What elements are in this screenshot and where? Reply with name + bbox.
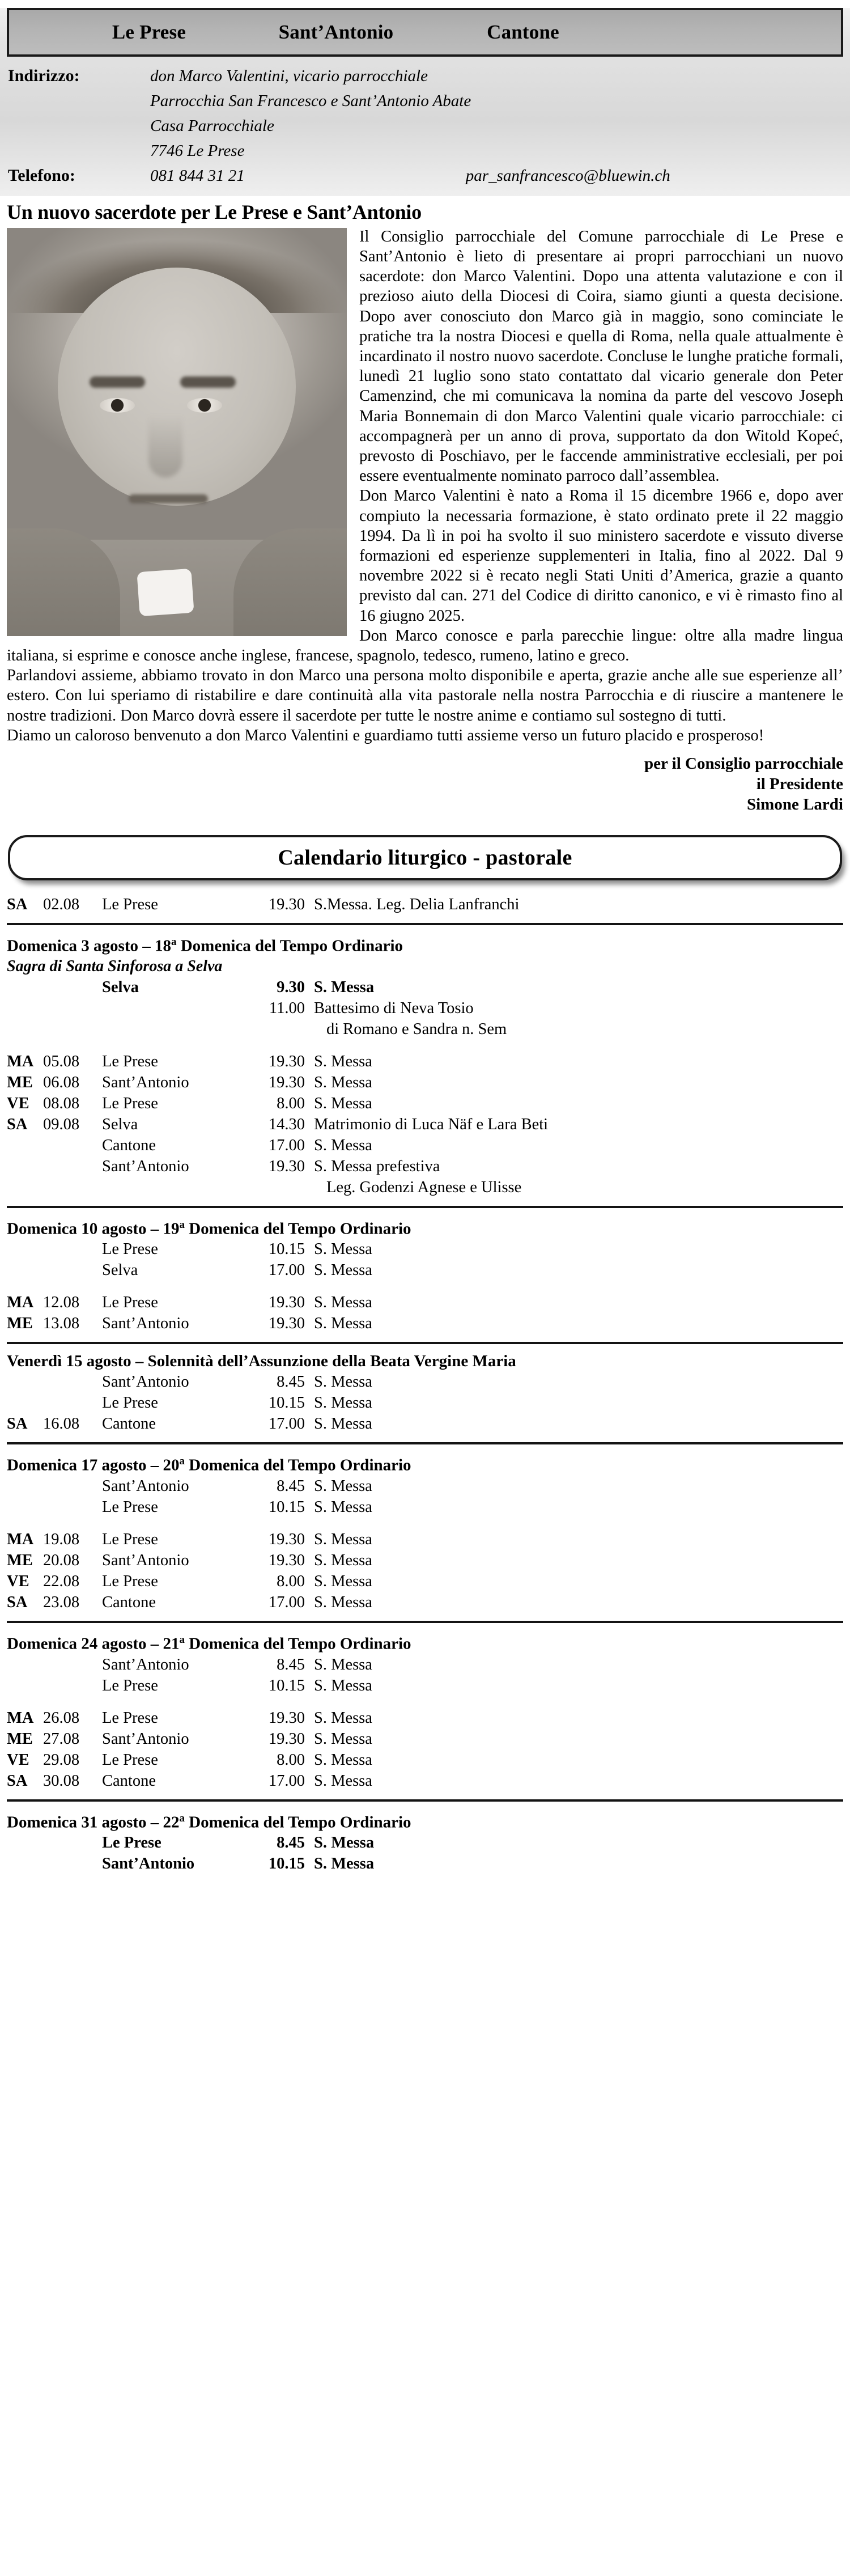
- calendar-row: [7, 1114, 843, 1135]
- calendar-block-title: Domenica 3 agosto – 18$^a$ Domenica del Tempo Ordinario: [7, 936, 403, 955]
- calendar-block-title: Domenica 10 agosto – 19$^a$ Domenica del Tempo Ordinario: [7, 1218, 411, 1238]
- calendar-weekday: [7, 1476, 43, 1497]
- calendar-description: S.Messa. Leg. Delia Lanfranchi: [314, 896, 520, 914]
- calendar-date: 30.08: [43, 1772, 80, 1790]
- article: [0, 196, 850, 815]
- calendar-description: S. Messa: [314, 1594, 372, 1612]
- calendar-location: Sant’Antonio: [102, 1073, 189, 1091]
- calendar-weekday: MA: [7, 1294, 34, 1312]
- calendar-time: 10.15: [268, 1855, 305, 1873]
- calendar-location: Le Prese: [102, 896, 158, 914]
- calendar-weekday: VE: [7, 1094, 29, 1112]
- calendar-date: [43, 1371, 102, 1392]
- calendar-weekday: SA: [7, 1772, 28, 1790]
- calendar-row-spacer: [7, 1040, 843, 1051]
- calendar-block-title: Domenica 31 agosto – 22$^a$ Domenica del Tempo Ordinario: [7, 1812, 411, 1832]
- address-label-spacer: [0, 113, 150, 138]
- village-name-santantonio: Sant’Antonio: [278, 21, 394, 43]
- article-paragraph: Don Marco Valentini è nato a Roma il 15 dicembre 1966 e, dopo aver compiuto la necessaria formazione, è stato ordinato prete il 22 maggio 1994. Da lì in poi ha svolto il suo ministero sacerdote e vissuto diverse formazioni ed esperienze supplementeri in Italia, fino al 2022. Dal 9 novembre 2022 si è recato negli Stati Uniti d’America, grazie a quanto previsto dal can. 271 del Codice di diritto canonico, e vi è rimasto fino al 16 giugno 2025.: [359, 487, 843, 625]
- calendar-row: [7, 1749, 843, 1770]
- calendar-time: 10.15: [268, 1240, 305, 1259]
- calendar-row: [7, 1476, 843, 1497]
- calendar-time: 19.30: [268, 1552, 305, 1570]
- calendar-description: Matrimonio di Luca Näf e Lara Beti: [314, 1115, 549, 1133]
- calendar-location: Selva: [102, 1115, 138, 1133]
- address-row-4: [0, 138, 850, 163]
- calendar-description: S. Messa prefestiva: [314, 1157, 440, 1175]
- calendar-location: Cantone: [102, 1594, 156, 1612]
- calendar-location: [102, 998, 241, 1019]
- calendar-description: S. Messa: [314, 1834, 375, 1852]
- calendar-weekday: SA: [7, 896, 28, 914]
- calendar-divider: [7, 1442, 843, 1444]
- calendar-time: 11.00: [269, 999, 305, 1017]
- ordinal-suffix: a: [179, 1634, 185, 1646]
- calendar-time: 19.30: [268, 1730, 305, 1748]
- calendar-weekday: ME: [7, 1315, 33, 1333]
- calendar-description: S. Messa: [314, 1294, 372, 1312]
- address-line-2: Parrocchia San Francesco e Sant’Antonio Abate: [150, 92, 471, 110]
- village-name-le-prese: Le Prese: [112, 21, 186, 43]
- calendar-date: 29.08: [43, 1751, 80, 1769]
- calendar-banner-wrap: [8, 835, 842, 880]
- calendar-location: Le Prese: [102, 1573, 158, 1591]
- calendar-row-spacer: [7, 1518, 843, 1529]
- calendar-date: 27.08: [43, 1730, 80, 1748]
- calendar-weekday: ME: [7, 1552, 33, 1570]
- calendar-description: S. Messa: [314, 1261, 372, 1279]
- calendar-description: S. Messa: [314, 1073, 372, 1091]
- photo-eyebrow-right: [180, 376, 236, 388]
- calendar-date: 22.08: [43, 1573, 80, 1591]
- calendar-weekday: VE: [7, 1751, 29, 1769]
- calendar-block: [7, 1215, 843, 1334]
- calendar-description: S. Messa: [314, 1498, 372, 1516]
- calendar-description: S. Messa: [314, 1315, 372, 1333]
- calendar-date: 09.08: [43, 1115, 80, 1133]
- calendar-row: [7, 977, 843, 998]
- calendar-location: Selva: [102, 978, 139, 996]
- calendar-row: [7, 1675, 843, 1696]
- calendar-row: [7, 1135, 843, 1156]
- calendar-row: [7, 1051, 843, 1072]
- calendar-weekday: [7, 1853, 43, 1874]
- address-label-spacer: [0, 138, 150, 163]
- calendar-weekday: [7, 1156, 43, 1177]
- calendar-divider: [7, 1342, 843, 1344]
- photo-eye-right: [187, 398, 222, 413]
- calendar-row: [7, 1571, 843, 1592]
- calendar-time: 19.30: [268, 1709, 305, 1727]
- phone-value: 081 844 31 21: [150, 167, 245, 185]
- calendar-row: [7, 998, 843, 1019]
- calendar-weekday: [7, 1177, 43, 1198]
- address-label: Indirizzo:: [8, 66, 80, 85]
- calendar-date: 16.08: [43, 1415, 80, 1433]
- calendar-description: S. Messa: [314, 1855, 375, 1873]
- calendar-location: Le Prese: [102, 1294, 158, 1312]
- calendar-banner-title: Calendario liturgico - pastorale: [278, 846, 572, 870]
- calendar-location: Le Prese: [102, 1498, 158, 1516]
- calendar-row: [7, 1529, 843, 1550]
- calendar-row: [7, 1313, 843, 1334]
- calendar-date: 13.08: [43, 1315, 80, 1333]
- calendar-location: Le Prese: [102, 1834, 162, 1852]
- calendar-date: 02.08: [43, 896, 80, 914]
- photo-nose: [148, 415, 182, 477]
- calendar-date: 20.08: [43, 1552, 80, 1570]
- address-row-2: [0, 88, 850, 113]
- calendar-date: [43, 1135, 102, 1156]
- calendar-date: 23.08: [43, 1594, 80, 1612]
- village-names-bar: [7, 8, 843, 57]
- calendar-weekday: MA: [7, 1531, 34, 1549]
- calendar-location: [102, 1177, 241, 1198]
- calendar-location: Sant’Antonio: [102, 1552, 189, 1570]
- calendar-weekday: ME: [7, 1730, 33, 1748]
- calendar-time: 8.45: [277, 1655, 305, 1673]
- calendar-weekday: ME: [7, 1073, 33, 1091]
- calendar-description: S. Messa: [314, 978, 375, 996]
- phone-row: [0, 163, 850, 188]
- calendar-location: Cantone: [102, 1136, 156, 1154]
- calendar-description: S. Messa: [314, 1730, 372, 1748]
- calendar-location: Sant’Antonio: [102, 1655, 189, 1673]
- address-label-spacer: [0, 88, 150, 113]
- calendar-date: [43, 977, 102, 998]
- calendar-row: [7, 1592, 843, 1613]
- calendar-weekday: [7, 1832, 43, 1853]
- calendar-weekday: [7, 1654, 43, 1675]
- calendar-time: 19.30: [268, 1315, 305, 1333]
- calendar-weekday: MA: [7, 1052, 34, 1070]
- calendar-time: 19.30: [268, 896, 305, 914]
- ordinal-suffix: a: [171, 936, 177, 948]
- calendar-row: [7, 1770, 843, 1791]
- calendar-divider: [7, 923, 843, 925]
- calendar-row: [7, 1156, 843, 1177]
- calendar-description: S. Messa: [314, 1676, 372, 1694]
- calendar-block: [7, 1451, 843, 1613]
- signoff-line: Simone Lardi: [747, 795, 843, 814]
- calendar-row: [7, 1260, 843, 1281]
- calendar-row: [7, 1177, 843, 1198]
- calendar-location: Sant’Antonio: [102, 1730, 189, 1748]
- calendar-location: Sant’Antonio: [102, 1157, 189, 1175]
- photo-clerical-collar: [137, 569, 194, 617]
- calendar-row: [7, 1371, 843, 1392]
- calendar-description: S. Messa: [314, 1573, 372, 1591]
- calendar-location: Le Prese: [102, 1709, 158, 1727]
- calendar-time: [241, 1177, 314, 1198]
- calendar-description: Leg. Godenzi Agnese e Ulisse: [326, 1178, 522, 1196]
- calendar-divider: [7, 1206, 843, 1208]
- calendar-block-subtitle: Sagra di Santa Sinforosa a Selva: [7, 957, 223, 975]
- calendar-weekday: [7, 1392, 43, 1413]
- photo-mouth: [129, 494, 208, 503]
- article-paragraph: Diamo un caloroso benvenuto a don Marco Valentini e guardiamo tutti assieme verso un futuro placido e prosperoso!: [7, 726, 764, 744]
- calendar-row: [7, 1093, 843, 1114]
- calendar-description: S. Messa: [314, 1655, 372, 1673]
- calendar-date: [43, 1260, 102, 1281]
- calendar-time: 9.30: [277, 978, 305, 996]
- ordinal-suffix: a: [179, 1812, 185, 1824]
- calendar-divider: [7, 1621, 843, 1623]
- calendar-description: S. Messa: [314, 1136, 372, 1154]
- calendar-time: 14.30: [268, 1115, 305, 1133]
- calendar-location: Sant’Antonio: [102, 1315, 189, 1333]
- calendar-description: S. Messa: [314, 1531, 372, 1549]
- calendar-row: [7, 1239, 843, 1260]
- calendar-block: [7, 1351, 843, 1434]
- calendar-time: 8.45: [277, 1373, 305, 1391]
- ordinal-suffix: a: [179, 1455, 185, 1468]
- calendar-banner: [8, 835, 842, 880]
- calendar-block-title: Domenica 17 agosto – 20$^a$ Domenica del Tempo Ordinario: [7, 1455, 411, 1475]
- calendar-date: 19.08: [43, 1531, 80, 1549]
- calendar-time: 10.15: [268, 1498, 305, 1516]
- calendar-location: Le Prese: [102, 1052, 158, 1070]
- calendar-date: 06.08: [43, 1073, 80, 1091]
- calendar-description: S. Messa: [314, 1772, 372, 1790]
- calendar-date: [43, 998, 102, 1019]
- calendar-weekday: [7, 1675, 43, 1696]
- calendar-time: 17.00: [268, 1772, 305, 1790]
- signoff-line: per il Consiglio parrocchiale: [644, 755, 843, 773]
- calendar-time: 8.45: [277, 1477, 305, 1495]
- calendar-block: [7, 1630, 843, 1791]
- calendar-weekday: [7, 1135, 43, 1156]
- calendar-row: [7, 1019, 843, 1040]
- calendar-block: [7, 1808, 843, 1875]
- calendar-time: 10.15: [268, 1394, 305, 1412]
- calendar-date: [43, 1654, 102, 1675]
- calendar-location: Le Prese: [102, 1676, 158, 1694]
- calendar-date: [43, 1239, 102, 1260]
- calendar-weekday: VE: [7, 1573, 29, 1591]
- article-paragraph: Il Consiglio parrocchiale del Comune parrocchiale di Le Prese e Sant’Antonio è lieto di presentare ai propri parrocchiani un nuovo sacerdote: don Marco Valentini. Dopo una attenta valutazione e con il prezioso aiuto della Diocesi di Coira, siamo giunti a questa decisione. Dopo aver conosciuto don Marco già in maggio, sono cominciate le pratiche tra la nostra Diocesi e quella di Roma, nella quale attualmente è incardinato il nostro nuovo sacerdote. Concluse le lunghe pratiche formali, lunedì 21 luglio sono stato contattato dal vicario generale don Peter Camenzind, che mi comunicava la nomina da parte del vescovo Joseph Maria Bonnemain di don Marco Valentini quale vicario parrocchiale: ci accompagnerà per un anno di prova, supportato da don Witold Kopeć, prevosto di Poschiavo, per le faccende amministrative ecclesiali, per poi essere eventualmente nominato parroco dall’assemblea.: [359, 227, 843, 485]
- calendar-time: 19.30: [268, 1073, 305, 1091]
- calendar-location: Le Prese: [102, 1094, 158, 1112]
- photo-eyebrow-left: [90, 376, 145, 388]
- calendar-location: Cantone: [102, 1772, 156, 1790]
- calendar-time: 8.00: [277, 1751, 305, 1769]
- calendar-list: [0, 894, 850, 1874]
- calendar-time: 17.00: [268, 1261, 305, 1279]
- calendar-weekday: [7, 1497, 43, 1518]
- calendar-block: [7, 932, 843, 1198]
- calendar-location: Le Prese: [102, 1751, 158, 1769]
- article-headline: Un nuovo sacerdote per Le Prese e Sant’Antonio: [7, 201, 422, 223]
- calendar-row: [7, 1832, 843, 1853]
- calendar-description: S. Messa: [314, 1477, 372, 1495]
- address-line-4: 7746 Le Prese: [150, 142, 245, 160]
- calendar-location: Le Prese: [102, 1240, 158, 1259]
- calendar-time: 19.30: [268, 1531, 305, 1549]
- calendar-location: Selva: [102, 1261, 138, 1279]
- calendar-weekday: [7, 977, 43, 998]
- calendar-row: [7, 1853, 843, 1874]
- calendar-location: [102, 1019, 241, 1040]
- calendar-time: [241, 1019, 314, 1040]
- calendar-block-title: Domenica 24 agosto – 21$^a$ Domenica del Tempo Ordinario: [7, 1634, 411, 1653]
- ordinal-suffix: a: [179, 1218, 185, 1231]
- header-band: [0, 8, 850, 196]
- calendar-date: 26.08: [43, 1709, 80, 1727]
- address-line-1: don Marco Valentini, vicario parrocchiale: [150, 67, 428, 85]
- calendar-row: [7, 1708, 843, 1728]
- village-name-cantone: Cantone: [487, 21, 559, 43]
- calendar-date: [43, 1177, 102, 1198]
- calendar-date: [43, 1832, 102, 1853]
- calendar-date: 05.08: [43, 1052, 80, 1070]
- calendar-date: [43, 1156, 102, 1177]
- calendar-description: S. Messa: [314, 1552, 372, 1570]
- calendar-row: [7, 1413, 843, 1434]
- calendar-location: Le Prese: [102, 1531, 158, 1549]
- calendar-date: [43, 1476, 102, 1497]
- calendar-weekday: SA: [7, 1594, 28, 1612]
- calendar-time: 19.30: [268, 1157, 305, 1175]
- calendar-date: 08.08: [43, 1094, 80, 1112]
- phone-label: Telefono:: [8, 166, 75, 185]
- calendar-date: [43, 1019, 102, 1040]
- calendar-location: Sant’Antonio: [102, 1855, 195, 1873]
- calendar-row: [7, 894, 843, 915]
- calendar-weekday: [7, 1019, 43, 1040]
- calendar-date: [43, 1392, 102, 1413]
- parish-bulletin-page: [0, 8, 850, 2576]
- calendar-block: [7, 894, 843, 915]
- address-line-3: Casa Parrocchiale: [150, 117, 274, 135]
- calendar-row: [7, 1654, 843, 1675]
- priest-portrait-photo: [7, 228, 347, 636]
- calendar-description: Battesimo di Neva Tosio: [314, 999, 474, 1017]
- calendar-description: S. Messa: [314, 1094, 372, 1112]
- calendar-row: [7, 1392, 843, 1413]
- calendar-description: S. Messa: [314, 1373, 372, 1391]
- calendar-divider: [7, 1799, 843, 1802]
- calendar-weekday: SA: [7, 1415, 28, 1433]
- calendar-row-spacer: [7, 1281, 843, 1292]
- calendar-weekday: [7, 1260, 43, 1281]
- calendar-row: [7, 1292, 843, 1313]
- calendar-date: [43, 1497, 102, 1518]
- calendar-row: [7, 1550, 843, 1571]
- article-paragraph: Don Marco conosce e parla parecchie lingue: oltre alla madre lingua italiana, si esprime e conosce anche inglese, francese, spagnolo, tedesco, rumeno, latino e greco.: [7, 626, 843, 665]
- calendar-description: S. Messa: [314, 1240, 372, 1259]
- calendar-time: 17.00: [268, 1594, 305, 1612]
- address-row-3: [0, 113, 850, 138]
- calendar-time: 17.00: [268, 1415, 305, 1433]
- calendar-weekday: SA: [7, 1115, 28, 1133]
- calendar-location: Sant’Antonio: [102, 1477, 189, 1495]
- calendar-time: 8.45: [277, 1834, 305, 1852]
- calendar-date: [43, 1675, 102, 1696]
- calendar-time: 10.15: [268, 1676, 305, 1694]
- calendar-weekday: [7, 1239, 43, 1260]
- calendar-location: Le Prese: [102, 1394, 158, 1412]
- calendar-time: 8.00: [277, 1094, 305, 1112]
- calendar-time: 19.30: [268, 1294, 305, 1312]
- calendar-row: [7, 1497, 843, 1518]
- calendar-description: S. Messa: [314, 1415, 372, 1433]
- email-link[interactable]: par_sanfrancesco@bluewin.ch: [465, 167, 670, 185]
- calendar-location: Cantone: [102, 1415, 156, 1433]
- calendar-date: [43, 1853, 102, 1874]
- calendar-date: 12.08: [43, 1294, 80, 1312]
- calendar-weekday: MA: [7, 1709, 34, 1727]
- photo-eye-left: [100, 398, 135, 413]
- article-signoff: [7, 753, 843, 815]
- article-paragraph: Parlandovi assieme, abbiamo trovato in don Marco una persona molto disponibile e aperta, grazie anche alle sue esperienze all’ estero. Con lui speriamo di ristabilire e dare continuità alla vita pastorale nella nostra Parrocchia e di riuscire a mantenere le nostre tradizioni. Don Marco dovrà essere il sacerdote per tutte le nostre anime e contiamo sul sostegno di tutti.: [7, 667, 843, 724]
- calendar-location: Sant’Antonio: [102, 1373, 189, 1391]
- calendar-description: S. Messa: [314, 1052, 372, 1070]
- calendar-row: [7, 1072, 843, 1093]
- calendar-weekday: [7, 998, 43, 1019]
- calendar-time: 19.30: [268, 1052, 305, 1070]
- calendar-description: S. Messa: [314, 1751, 372, 1769]
- calendar-block-title: Venerdì 15 agosto – Solennità dell’Assunzione della Beata Vergine Maria: [7, 1352, 516, 1371]
- calendar-description: di Romano e Sandra n. Sem: [326, 1020, 507, 1038]
- calendar-description: S. Messa: [314, 1394, 372, 1412]
- calendar-weekday: [7, 1371, 43, 1392]
- signoff-line: il Presidente: [756, 775, 843, 794]
- calendar-time: 17.00: [268, 1136, 305, 1154]
- calendar-row: [7, 1728, 843, 1749]
- calendar-time: 8.00: [277, 1573, 305, 1591]
- calendar-row-spacer: [7, 1696, 843, 1708]
- address-row-1: [0, 63, 850, 88]
- calendar-description: S. Messa: [314, 1709, 372, 1727]
- contact-block: [0, 57, 850, 193]
